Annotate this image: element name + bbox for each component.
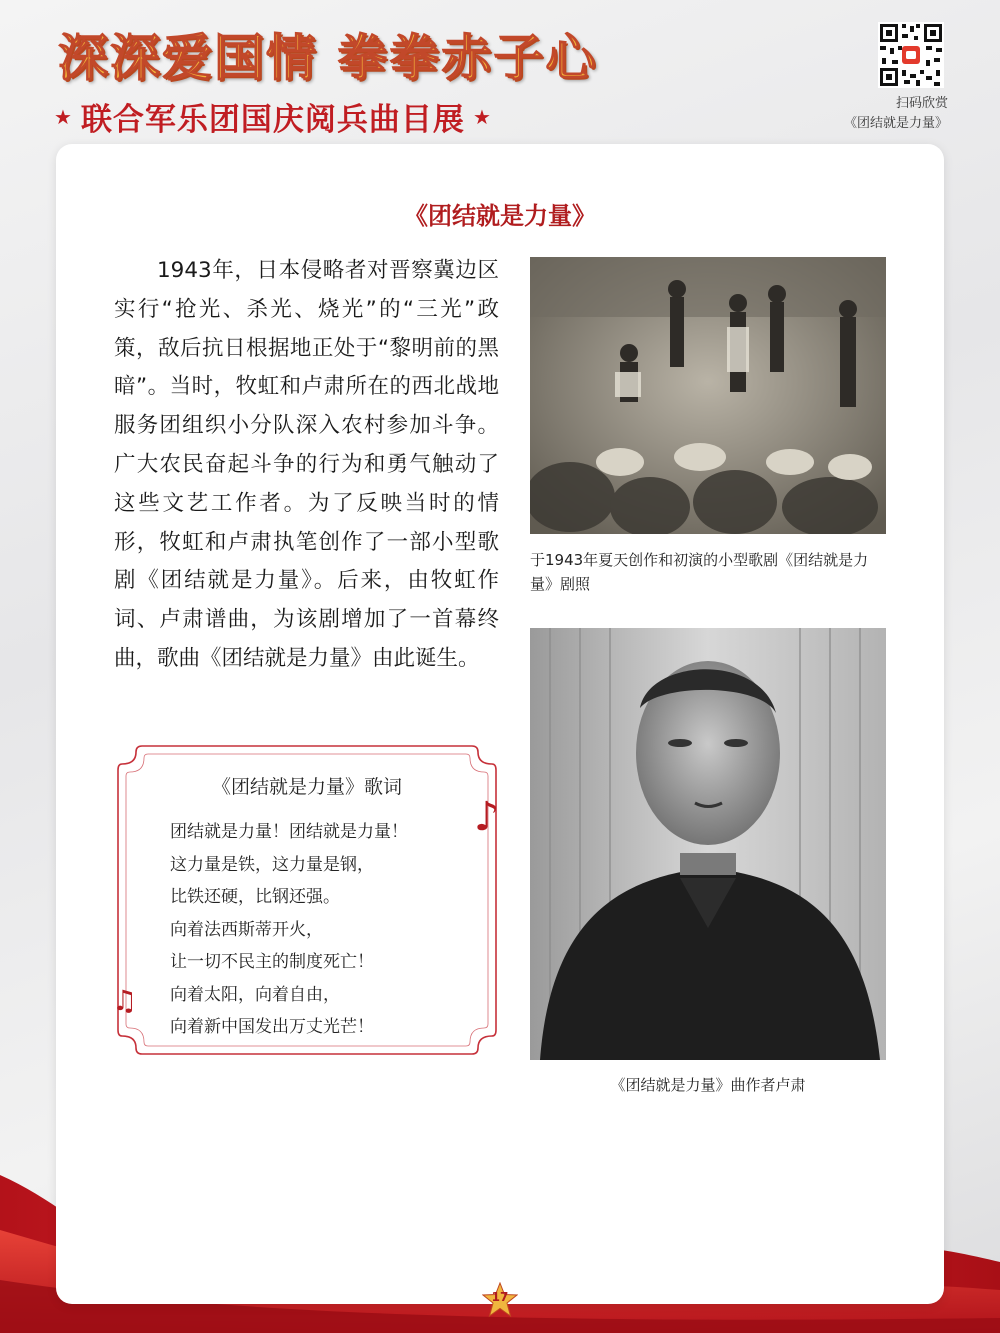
page-subtitle: [54, 94, 492, 139]
qr-caption-line1: 扫码欣赏: [895, 96, 948, 111]
lyrics-line: 向着法西斯蒂开火，: [170, 919, 323, 940]
photo1-caption: 于1943年夏天创作和初演的小型歌剧《团结就是力量》剧照: [530, 551, 869, 593]
lyrics-line: 团结就是力量！团结就是力量！: [170, 822, 408, 842]
lyrics-line: 这力量是铁，这力量是钢，: [170, 854, 374, 875]
qr-code-icon[interactable]: [878, 22, 944, 88]
article-paragraph: 1943年，日本侵略者对晋察冀边区实行“抢光、杀光、烧光”的“三光”政策，敌后抗日根据地正处于“黎明前的黑暗”。当时，牧虹和卢肃所在的西北战地服务团组织小分队深入农村参加斗争。广大农民奋起斗争的行为和勇气触动了这些文艺工作者。为了反映当时的情形，牧虹和卢肃执笔创作了一部小型歌剧《团结就是力量》。后来，由牧虹作词、卢肃谱曲，为该剧增加了一首幕终曲，歌曲《团结就是力量》由此诞生。: [114, 258, 499, 671]
subtitle-text: 联合军乐团国庆阅兵曲目展: [80, 102, 465, 138]
qr-caption: [844, 94, 948, 134]
composer-portrait-photo: [530, 628, 886, 1060]
page-number: 17: [491, 1290, 509, 1304]
song-title: 《团结就是力量》: [404, 202, 596, 230]
qr-caption-line2: 《团结就是力量》: [843, 116, 948, 131]
lyrics-line: 向着新中国发出万丈光芒！: [170, 1017, 374, 1037]
lyrics-line: 向着太阳，向着自由，: [170, 984, 340, 1005]
lyrics-line: 比铁还硬，比钢还强。: [170, 887, 340, 907]
star-icon: ★: [54, 104, 73, 129]
music-note-icon: ♪: [474, 794, 500, 840]
photo2-caption: 《团结就是力量》曲作者卢肃: [610, 1076, 806, 1094]
lyrics-line: 让一切不民主的制度死亡！: [170, 952, 374, 972]
lyrics-title: 《团结就是力量》歌词: [211, 776, 402, 798]
page-main-title: 深深爱国情 拳拳赤子心: [58, 29, 598, 87]
music-note-icon: ♫: [112, 984, 138, 1017]
lyrics-lines: [170, 816, 408, 1044]
star-icon: ★: [472, 104, 492, 129]
opera-stage-photo: [530, 257, 886, 534]
